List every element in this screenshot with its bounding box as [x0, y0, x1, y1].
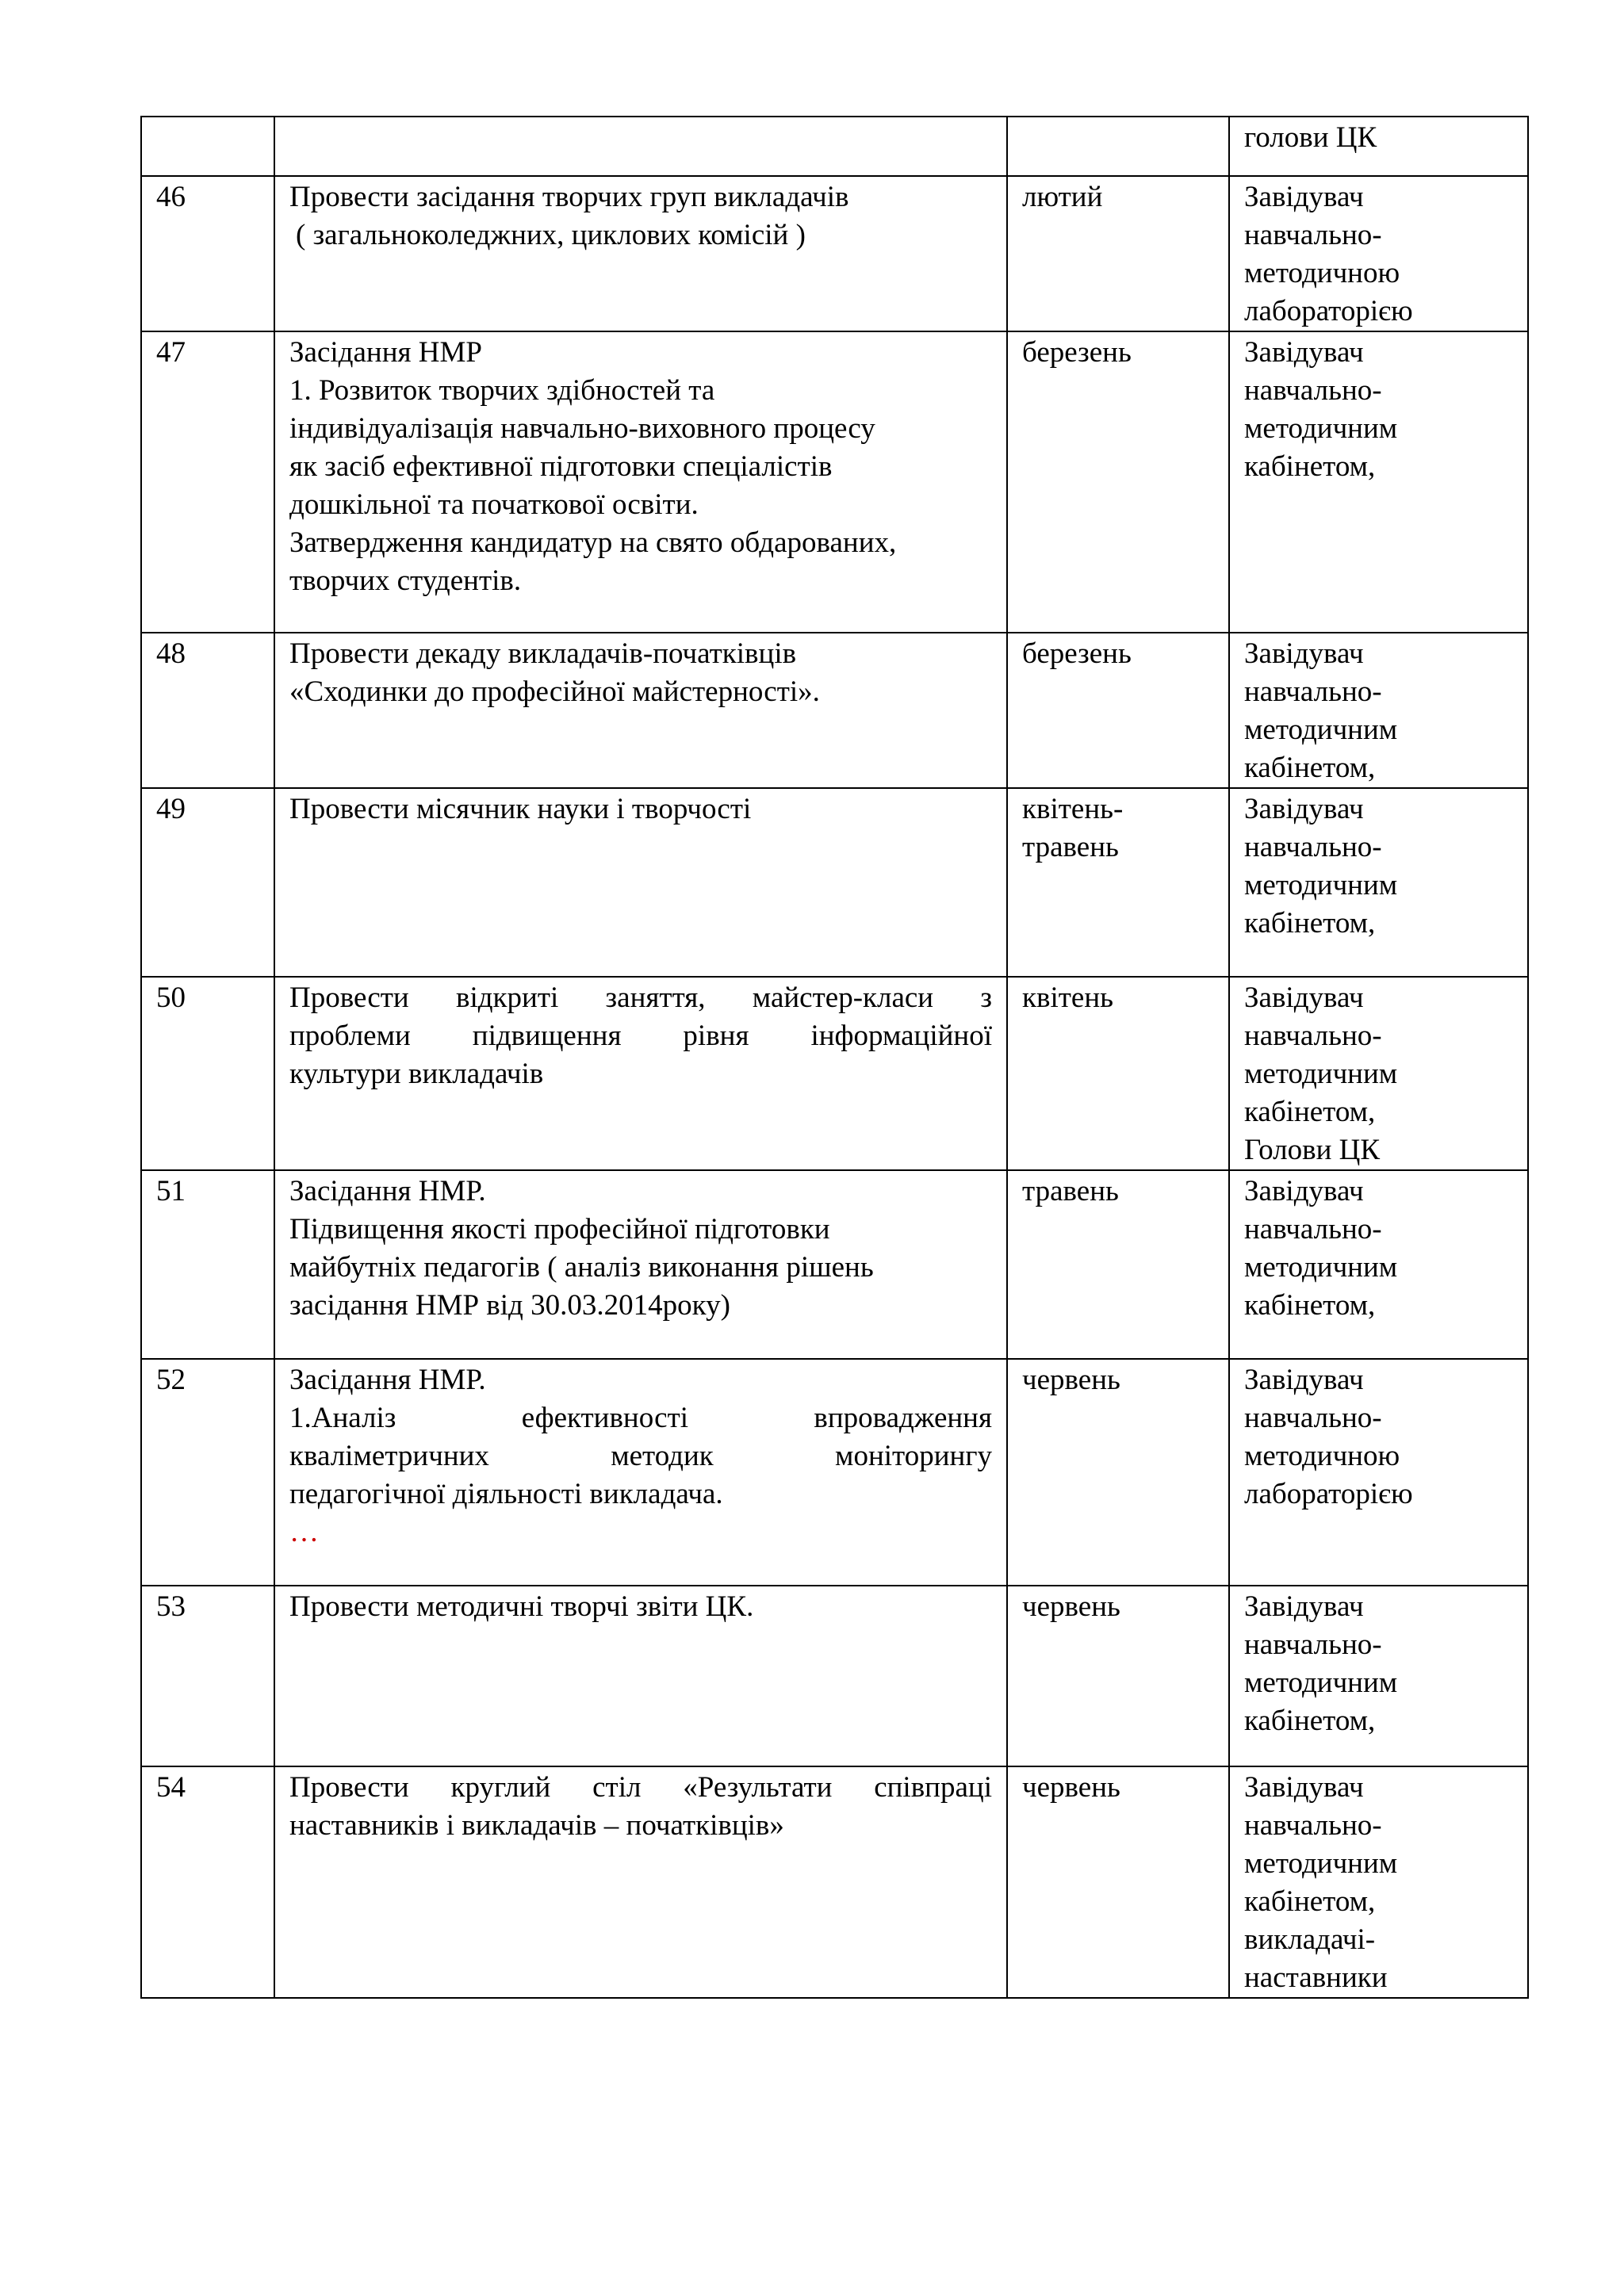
row-date: червень [1007, 1586, 1229, 1766]
responsible-line: Голови ЦК [1244, 1134, 1381, 1166]
responsible-line: викладачі- [1244, 1923, 1376, 1956]
responsible-line: Завідувач [1244, 637, 1364, 670]
row-content [274, 788, 1007, 977]
content-line: кваліметричних методик моніторингу [289, 1440, 992, 1472]
responsible-line: кабінетом, [1244, 1289, 1376, 1322]
row-number [141, 117, 274, 176]
content-line: Затвердження кандидатур на свято обдарованих, [289, 526, 897, 559]
content-line: ( загальноколеджних, циклових комісій ) [296, 219, 806, 251]
table-row [141, 633, 1528, 788]
row-content [274, 633, 1007, 788]
row-responsible [1229, 331, 1528, 633]
row-number: 48 [141, 633, 274, 788]
row-number: 50 [141, 977, 274, 1170]
responsible-line: кабінетом, [1244, 1885, 1376, 1918]
content-line: дошкільної та початкової освіти. [289, 488, 699, 521]
content-line: індивідуалізація навчально-виховного процесу [289, 412, 875, 445]
content-line: майбутніх педагогів ( аналіз виконання рішень [289, 1251, 874, 1284]
table-row [141, 1586, 1528, 1766]
responsible-line: навчально- [1244, 1628, 1382, 1661]
content-line: Засідання НМР. [289, 1364, 486, 1396]
responsible-line: Завідувач [1244, 181, 1364, 213]
row-responsible [1229, 1586, 1528, 1766]
content-line: як засіб ефективної підготовки спеціалістів [289, 450, 833, 483]
row-responsible [1229, 117, 1528, 176]
content-line: наставників і викладачів – початківців» [289, 1809, 784, 1842]
row-responsible [1229, 1170, 1528, 1359]
content-line: Провести відкриті заняття, майстер-класи з [289, 982, 992, 1014]
table-row [141, 331, 1528, 633]
row-content [274, 977, 1007, 1170]
table-row [141, 1359, 1528, 1586]
responsible-line: навчально- [1244, 1809, 1382, 1842]
row-number: 54 [141, 1766, 274, 1998]
row-responsible [1229, 1766, 1528, 1998]
content-line: «Сходинки до професійної майстерності». [289, 675, 820, 708]
row-content [274, 1359, 1007, 1586]
row-number: 46 [141, 176, 274, 331]
row-responsible [1229, 977, 1528, 1170]
content-line: культури викладачів [289, 1058, 544, 1090]
responsible-line: методичним [1244, 1667, 1398, 1699]
responsible-line: навчально- [1244, 1213, 1382, 1246]
responsible-line: кабінетом, [1244, 907, 1376, 939]
row-content [274, 176, 1007, 331]
row-date: червень [1007, 1359, 1229, 1586]
content-line: Засідання НМР. [289, 1175, 486, 1207]
responsible-line: кабінетом, [1244, 1096, 1376, 1128]
row-responsible [1229, 633, 1528, 788]
responsible-line: навчально- [1244, 675, 1382, 708]
row-content [274, 1586, 1007, 1766]
row-date: травень [1007, 1170, 1229, 1359]
table-row [141, 977, 1528, 1170]
row-content [274, 117, 1007, 176]
row-number: 51 [141, 1170, 274, 1359]
responsible-line: методичним [1244, 1847, 1398, 1880]
content-line: Провести методичні творчі звіти ЦК. [289, 1590, 754, 1623]
responsible-line: кабінетом, [1244, 1705, 1376, 1737]
date-line: травень [1022, 831, 1119, 863]
row-date: лютий [1007, 176, 1229, 331]
row-responsible [1229, 1359, 1528, 1586]
date-line: квітень- [1022, 793, 1124, 825]
content-line: Підвищення якості професійної підготовки [289, 1213, 830, 1246]
responsible-line: навчально- [1244, 374, 1382, 407]
responsible-line: кабінетом, [1244, 450, 1376, 483]
ellipsis-marker: … [289, 1516, 319, 1548]
responsible-line: Завідувач [1244, 1590, 1364, 1623]
responsible-line: Завідувач [1244, 336, 1364, 369]
row-content [274, 1170, 1007, 1359]
responsible-line: Завідувач [1244, 1175, 1364, 1207]
content-line: Провести круглий стіл «Результати співпраці [289, 1771, 992, 1804]
row-date: квітень [1007, 977, 1229, 1170]
row-date: червень [1007, 1766, 1229, 1998]
responsible-line: методичним [1244, 1058, 1398, 1090]
row-date: березень [1007, 331, 1229, 633]
row-responsible [1229, 176, 1528, 331]
responsible-line: лабораторією [1244, 1478, 1413, 1510]
content-line: Провести місячник науки і творчості [289, 793, 752, 825]
table-row [141, 788, 1528, 977]
content-line: Засідання НМР [289, 336, 482, 369]
responsible-line: методичним [1244, 412, 1398, 445]
row-content [274, 331, 1007, 633]
responsible-line: методичним [1244, 1251, 1398, 1284]
row-responsible [1229, 788, 1528, 977]
table-row [141, 1766, 1528, 1998]
responsible-line: кабінетом, [1244, 752, 1376, 784]
responsible-line: методичною [1244, 257, 1400, 289]
responsible-line: методичним [1244, 714, 1398, 746]
content-line: проблеми підвищення рівня інформаційної [289, 1020, 992, 1052]
responsible-line: голови ЦК [1244, 121, 1377, 154]
responsible-line: Завідувач [1244, 793, 1364, 825]
content-line: Провести декаду викладачів-початківців [289, 637, 797, 670]
responsible-line: Завідувач [1244, 1364, 1364, 1396]
responsible-line: методичним [1244, 869, 1398, 901]
row-number: 47 [141, 331, 274, 633]
row-number: 52 [141, 1359, 274, 1586]
row-date: березень [1007, 633, 1229, 788]
responsible-line: навчально- [1244, 1402, 1382, 1434]
responsible-line: наставники [1244, 1961, 1388, 1994]
responsible-line: навчально- [1244, 1020, 1382, 1052]
content-line: Провести засідання творчих груп викладачів [289, 181, 849, 213]
table-row [141, 1170, 1528, 1359]
row-number: 53 [141, 1586, 274, 1766]
content-line: 1. Розвиток творчих здібностей та [289, 374, 715, 407]
responsible-line: лабораторією [1244, 295, 1413, 327]
row-date [1007, 117, 1229, 176]
content-line: 1.Аналіз ефективності впровадження [289, 1402, 992, 1434]
content-line: засідання НМР від 30.03.2014року) [289, 1289, 730, 1322]
responsible-line: методичною [1244, 1440, 1400, 1472]
row-date [1007, 788, 1229, 977]
row-content [274, 1766, 1007, 1998]
responsible-line: навчально- [1244, 219, 1382, 251]
content-line: педагогічної діяльності викладача. [289, 1478, 723, 1510]
responsible-line: навчально- [1244, 831, 1382, 863]
responsible-line: Завідувач [1244, 982, 1364, 1014]
plan-table [140, 116, 1529, 1999]
table-row [141, 117, 1528, 176]
content-line: творчих студентів. [289, 564, 522, 597]
responsible-line: Завідувач [1244, 1771, 1364, 1804]
row-number: 49 [141, 788, 274, 977]
table-row [141, 176, 1528, 331]
